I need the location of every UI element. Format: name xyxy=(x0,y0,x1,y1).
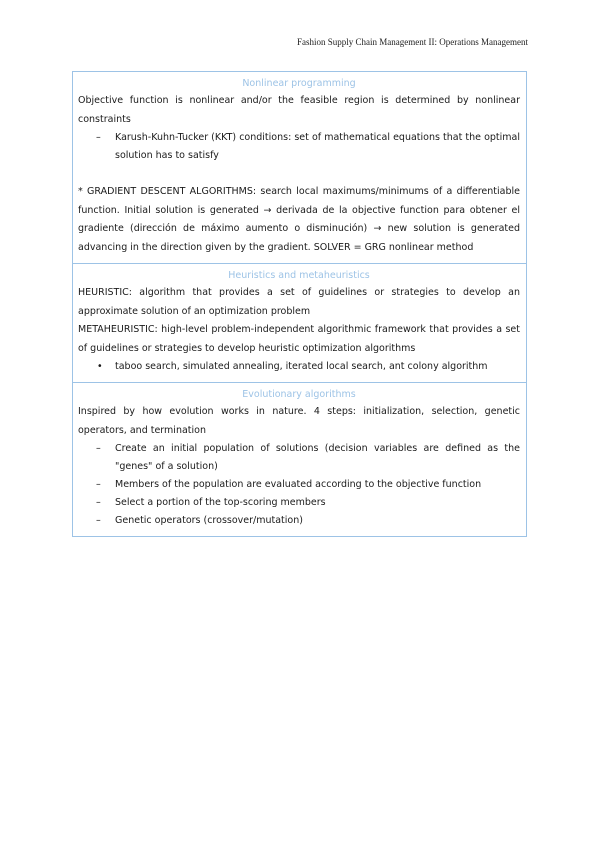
paragraph: HEURISTIC: algorithm that provides a set of guidelines or strategies to develop an approximate solution of an optimization problem xyxy=(78,287,520,317)
section-nonlinear-programming xyxy=(73,72,526,263)
paragraph: Objective function is nonlinear and/or the feasible region is determined by nonlinear constraints xyxy=(78,95,520,125)
bullet-list xyxy=(78,358,520,376)
section-heuristics xyxy=(73,263,526,382)
list-item: – Create an initial population of solutions (decision variables are defined as the "genes" of a solution) xyxy=(78,440,520,476)
dash-list xyxy=(78,440,520,530)
paragraph: * GRADIENT DESCENT ALGORITHMS: search local maximums/minimums of a differentiable function. Initial solution is generated → derivada de la objective function para obtener el gradiente (dirección de máximo aumento o disminución) → new solution is generated advancing in the direction given by the gradient. SOLVER = GRG nonlinear method xyxy=(78,186,520,253)
notes-table xyxy=(72,71,527,537)
paragraph: METAHEURISTIC: high-level problem-independent algorithmic framework that provides a set of guidelines or strategies to develop heuristic optimization algorithms xyxy=(78,324,520,354)
list-item: – Select a portion of the top-scoring members xyxy=(78,494,520,512)
list-item: • taboo search, simulated annealing, iterated local search, ant colony algorithm xyxy=(78,358,520,376)
section-title: Heuristics and metaheuristics xyxy=(228,270,370,281)
section-evolutionary-algorithms xyxy=(73,382,526,536)
list-item: – Members of the population are evaluated according to the objective function xyxy=(78,476,520,494)
list-item: – Genetic operators (crossover/mutation) xyxy=(78,512,520,530)
paragraph: Inspired by how evolution works in nature. 4 steps: initialization, selection, genetic operators, and termination xyxy=(78,406,520,436)
section-title: Evolutionary algorithms xyxy=(242,389,356,400)
dash-list xyxy=(78,129,520,165)
spacer xyxy=(78,165,520,183)
running-header: Fashion Supply Chain Management II: Operations Management xyxy=(297,37,528,47)
section-title: Nonlinear programming xyxy=(242,78,356,89)
list-item: – Karush-Kuhn-Tucker (KKT) conditions: set of mathematical equations that the optimal solution has to satisfy xyxy=(78,129,520,165)
